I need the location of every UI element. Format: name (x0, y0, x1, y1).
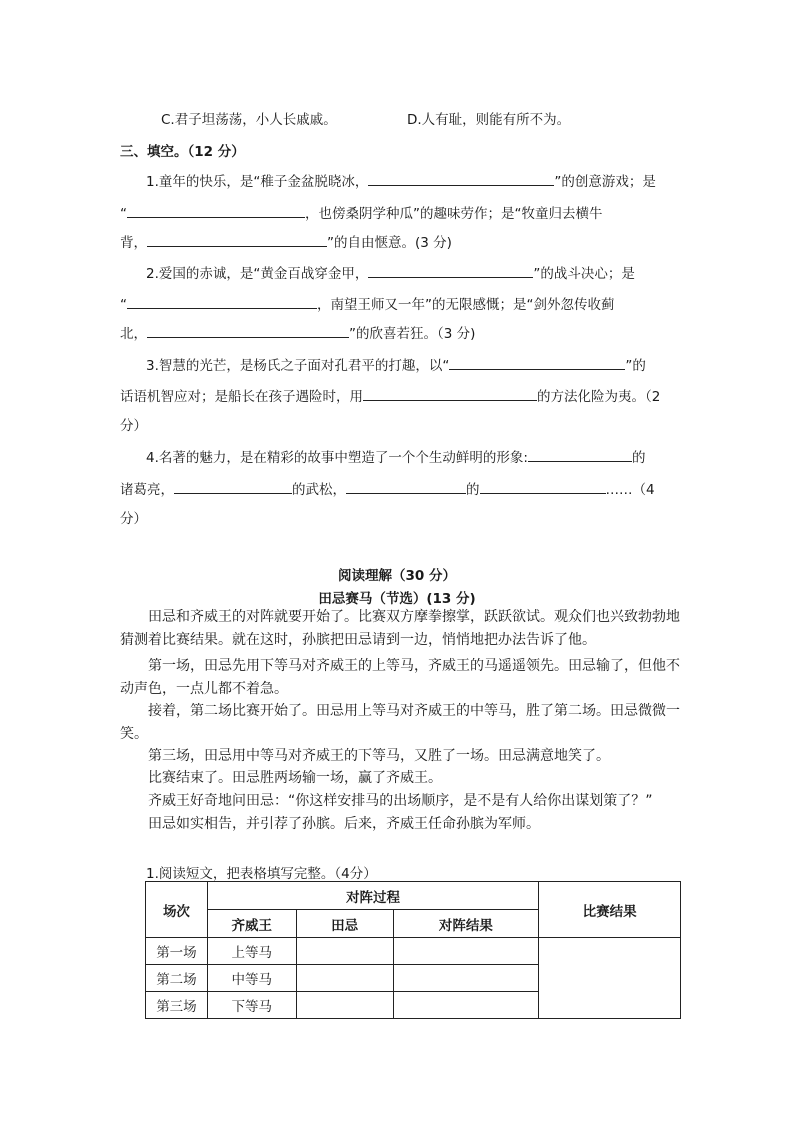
outcome-answer[interactable] (393, 938, 539, 965)
q2-line3: 北， ”的欣喜若狂。（3 分) (120, 322, 475, 342)
outcome-answer[interactable] (393, 992, 539, 1019)
answer-blank[interactable] (368, 263, 533, 278)
header-result: 比赛结果 (539, 882, 681, 938)
answer-blank[interactable] (363, 386, 537, 401)
qi-horse-cell: 下等马 (207, 992, 296, 1019)
tian-horse-answer[interactable] (296, 992, 393, 1019)
q3-line2: 话语机智应对；是船长在孩子遇险时，用 的方法化险为夷。（2 (120, 385, 660, 405)
q4-line3: 分） (120, 511, 147, 527)
round-cell: 第三场 (146, 992, 208, 1019)
answer-blank[interactable] (127, 294, 317, 309)
passage-paragraph: 第一场，田忌先用下等马对齐威王的上等马，齐威王的马遥遥领先。田忌输了，但他不动声色，一点儿都不着急。 (120, 658, 680, 697)
option-d: D.人有耻，则能有所不为。 (407, 112, 571, 128)
subheader-qi: 齐威王 (207, 910, 296, 938)
q1-line2: “ ，也傍桑阴学种瓜”的趣味劳作；是“牧童归去横牛 (120, 202, 603, 222)
subheader-outcome: 对阵结果 (393, 910, 539, 938)
answer-blank[interactable] (127, 203, 305, 218)
q3-line1: 3.智慧的光芒，是杨氏之子面对孔君平的打趣，以“ ”的 (146, 354, 646, 374)
passage-paragraph: 齐威王好奇地问田忌：“你这样安排马的出场顺序，是不是有人给你出谋划策了？” (148, 793, 653, 809)
section-heading: 三、填空。（12 分） (120, 144, 245, 160)
q4-line1: 4.名著的魅力，是在精彩的故事中塑造了一个个生动鲜明的形象: 的 (146, 446, 645, 466)
answer-blank[interactable] (147, 323, 349, 338)
q1-line3: 背， ”的自由惬意。(3 分) (120, 231, 452, 251)
answer-blank[interactable] (174, 479, 292, 494)
q2-line1: 2.爱国的赤诚，是“黄金百战穿金甲， ”的战斗决心；是 (146, 262, 635, 282)
answer-blank[interactable] (147, 232, 327, 247)
q3-line3: 分） (120, 418, 147, 434)
passage-paragraph: 田忌和齐威王的对阵就要开始了。比赛双方摩拳擦掌，跃跃欲试。观众们也兴致勃勃地猜测着比赛结果。就在这时，孙膑把田忌请到一边，悄悄地把办法告诉了他。 (120, 609, 680, 648)
passage-paragraph: 比赛结束了。田忌胜两场输一场，赢了齐威王。 (148, 770, 442, 786)
option-c: C.君子坦荡荡，小人长戚戚。 (161, 112, 337, 128)
header-round: 场次 (146, 882, 208, 938)
answer-blank[interactable] (480, 479, 606, 494)
round-cell: 第一场 (146, 938, 208, 965)
final-result-answer[interactable] (539, 938, 681, 1019)
table-row (146, 938, 681, 965)
answer-blank[interactable] (449, 355, 625, 370)
reading-heading: 阅读理解（30 分） (338, 568, 456, 584)
q4-line2: 诸葛亮， 的武松， 的 ……（4 (120, 478, 655, 498)
qi-horse-cell: 上等马 (207, 938, 296, 965)
tian-horse-answer[interactable] (296, 938, 393, 965)
answer-blank[interactable] (346, 479, 466, 494)
outcome-answer[interactable] (393, 965, 539, 992)
answer-blank[interactable] (528, 447, 632, 462)
passage-title: 田忌赛马（节选）(13 分) (318, 591, 476, 607)
subheader-tian: 田忌 (296, 910, 393, 938)
q1-line1: 1.童年的快乐，是“稚子金盆脱晓冰， ”的创意游戏；是 (146, 170, 656, 190)
tian-horse-answer[interactable] (296, 965, 393, 992)
passage-paragraph: 田忌如实相告，并引荐了孙膑。后来，齐威王任命孙膑为军师。 (148, 816, 540, 832)
match-table (145, 881, 681, 1019)
question-1: 1.阅读短文，把表格填写完整。（4分） (146, 866, 377, 882)
passage-paragraph: 接着，第二场比赛开始了。田忌用上等马对齐威王的中等马，胜了第二场。田忌微微一笑。 (120, 703, 680, 742)
round-cell: 第二场 (146, 965, 208, 992)
q2-line2: “ ，南望王师又一年”的无限感慨；是“剑外忽传收蓟 (120, 293, 615, 313)
answer-blank[interactable] (368, 171, 554, 186)
qi-horse-cell: 中等马 (207, 965, 296, 992)
header-process: 对阵过程 (207, 882, 538, 910)
passage-paragraph: 第三场，田忌用中等马对齐威王的下等马，又胜了一场。田忌满意地笑了。 (148, 748, 610, 764)
